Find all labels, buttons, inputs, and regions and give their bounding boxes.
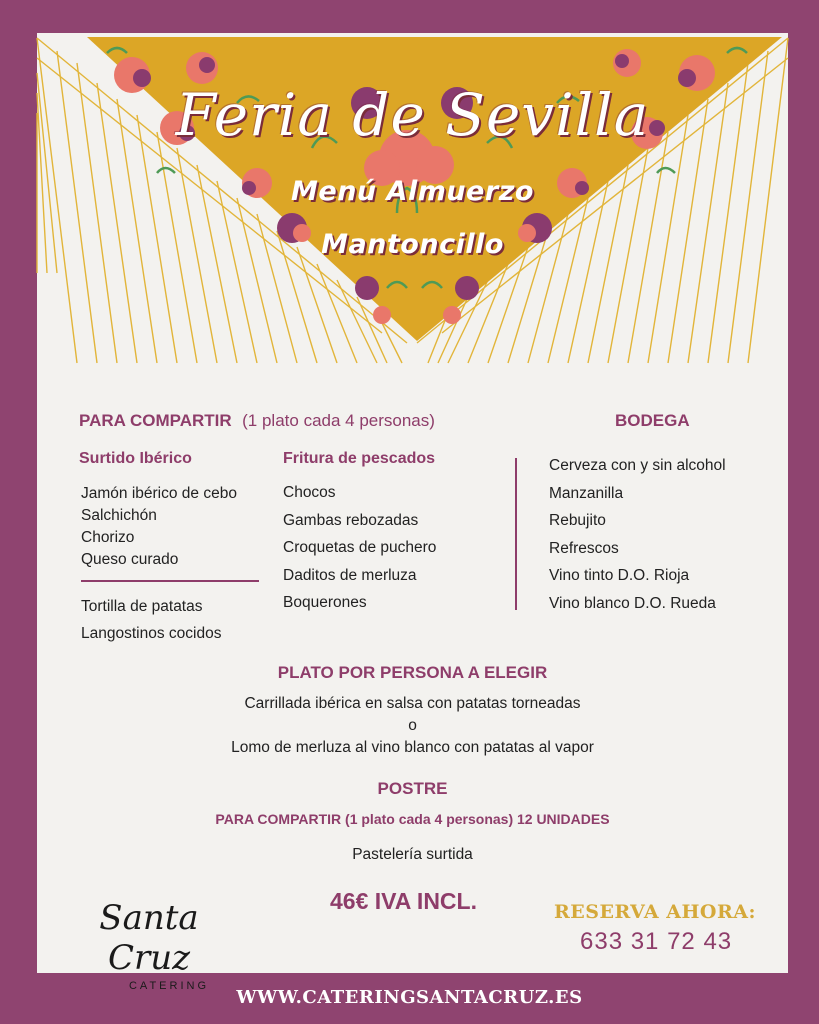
- fritura-title: Fritura de pescados: [283, 450, 436, 467]
- list-item: Salchichón: [81, 507, 157, 524]
- list-item: Vino blanco D.O. Rueda: [549, 594, 716, 612]
- list-item: Daditos de merluza: [283, 566, 417, 584]
- list-item: Jamón ibérico de cebo: [81, 485, 237, 502]
- list-item: Cerveza con y sin alcohol: [549, 457, 726, 474]
- list-item: Gambas rebozadas: [283, 511, 419, 529]
- vertical-divider: [515, 458, 517, 610]
- bodega-list: [549, 452, 726, 617]
- website-link[interactable]: WWW.CATERINGSANTACRUZ.ES: [236, 987, 583, 1008]
- logo-sub: CATERING: [128, 980, 210, 992]
- bodega-heading: BODEGA: [615, 411, 690, 430]
- postre-item: Pastelería surtida: [352, 846, 473, 863]
- para-compartir-heading: PARA COMPARTIR: [79, 411, 232, 430]
- list-item: Vino tinto D.O. Rioja: [549, 567, 690, 584]
- list-item: Chocos: [283, 484, 336, 501]
- plato-option-2: Lomo de merluza al vino blanco con patatas al vapor: [231, 739, 594, 756]
- para-compartir-note: (1 plato cada 4 personas): [242, 411, 435, 430]
- plato-heading: PLATO POR PERSONA A ELEGIR: [277, 663, 548, 682]
- menu-card: [37, 33, 788, 992]
- subtitle-menu: Menú Almuerzo: [291, 176, 534, 207]
- list-item: Manzanilla: [549, 484, 624, 502]
- divider: [81, 580, 259, 582]
- list-item: Langostinos cocidos: [81, 625, 222, 642]
- list-item: Boquerones: [283, 594, 367, 611]
- list-item: Tortilla de patatas: [81, 598, 203, 615]
- logo: [69, 898, 229, 992]
- surtido-title: Surtido Ibérico: [79, 450, 192, 467]
- list-item: Rebujito: [549, 512, 606, 529]
- fritura-list: [283, 479, 436, 617]
- extra-list: [81, 593, 221, 647]
- title: Feria de Sevilla: [175, 81, 650, 149]
- postre-subheading: PARA COMPARTIR (1 plato cada 4 personas) 12 UNIDADES: [215, 811, 610, 827]
- reserve-phone[interactable]: 633 31 72 43: [580, 928, 733, 955]
- list-item: Croquetas de puchero: [283, 539, 437, 556]
- logo-name: Santa Cruz: [99, 898, 199, 978]
- reserve-label: RESERVA AHORA:: [554, 901, 757, 923]
- plato-separator: o: [408, 717, 417, 734]
- list-item: Chorizo: [81, 529, 135, 546]
- plato-option-1: Carrillada ibérica en salsa con patatas torneadas: [244, 695, 581, 712]
- surtido-list: [81, 483, 237, 571]
- postre-heading: POSTRE: [377, 779, 448, 798]
- list-item: Refrescos: [549, 539, 619, 557]
- para-compartir-header: [79, 411, 435, 431]
- list-item: Queso curado: [81, 551, 179, 568]
- subtitle-mantoncillo: Mantoncillo: [321, 229, 504, 260]
- price: 46€ IVA INCL.: [330, 888, 477, 914]
